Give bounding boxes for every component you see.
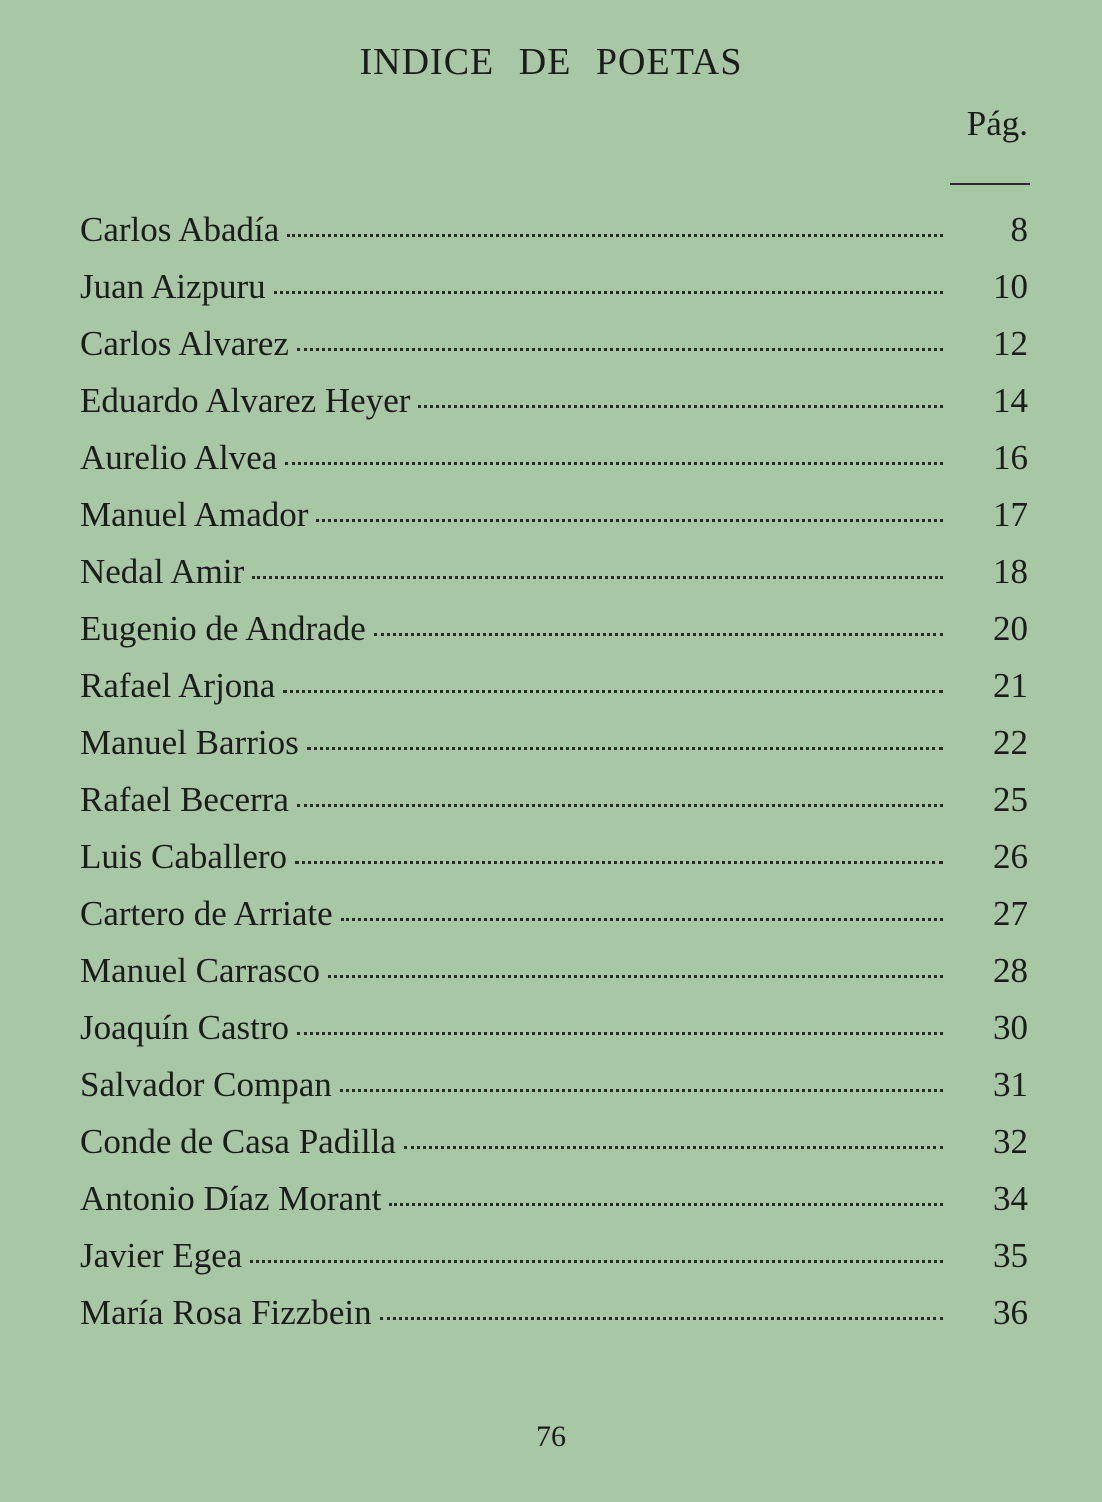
index-entry	[80, 324, 1028, 381]
poet-name: Rafael Becerra	[80, 780, 289, 819]
index-entry	[80, 1293, 1028, 1350]
entry-page-number: 27	[993, 894, 1028, 933]
entry-page-number: 17	[993, 495, 1028, 534]
index-entry	[80, 666, 1028, 723]
entry-page-number: 14	[993, 381, 1028, 420]
poet-name: Rafael Arjona	[80, 666, 276, 705]
dot-leader	[374, 625, 943, 636]
dot-leader	[341, 910, 943, 921]
index-entry	[80, 210, 1028, 267]
dot-leader	[297, 340, 943, 351]
dot-leader	[389, 1195, 943, 1206]
entry-page-number: 8	[1010, 210, 1028, 249]
dot-leader	[295, 853, 943, 864]
dot-leader	[297, 796, 943, 807]
entry-page-number: 32	[993, 1122, 1028, 1161]
entry-page-number: 10	[993, 267, 1028, 306]
index-entry	[80, 1179, 1028, 1236]
page-column-rule	[950, 183, 1030, 185]
poet-name: Salvador Compan	[80, 1065, 332, 1104]
poet-name: Eugenio de Andrade	[80, 609, 366, 648]
index-title: INDICE DE POETAS	[359, 41, 743, 83]
dot-leader	[418, 397, 943, 408]
poet-name: Manuel Barrios	[80, 723, 299, 762]
poet-name: Joaquín Castro	[80, 1008, 290, 1047]
entry-page-number: 26	[993, 837, 1028, 876]
entry-page-number: 30	[993, 1008, 1028, 1047]
entry-page-number: 28	[993, 951, 1028, 990]
dot-leader	[380, 1309, 943, 1320]
poet-name: Antonio Díaz Morant	[80, 1179, 382, 1218]
entry-page-number: 21	[993, 666, 1028, 705]
dot-leader	[250, 1252, 943, 1263]
index-entry	[80, 609, 1028, 666]
poet-name: María Rosa Fizzbein	[80, 1293, 372, 1332]
poet-name: Carlos Alvarez	[80, 324, 289, 363]
poet-name: Aurelio Alvea	[80, 438, 278, 477]
index-entry	[80, 1008, 1028, 1065]
index-entry	[80, 894, 1028, 951]
index-entry	[80, 267, 1028, 324]
poet-name: Juan Aizpuru	[80, 267, 266, 306]
index-entry	[80, 837, 1028, 894]
poet-name: Eduardo Alvarez Heyer	[80, 381, 411, 420]
dot-leader	[340, 1081, 943, 1092]
poet-index-list	[80, 210, 1028, 1350]
dot-leader	[316, 511, 943, 522]
dot-leader	[328, 967, 943, 978]
poet-name: Nedal Amir	[80, 552, 245, 591]
poet-name: Manuel Carrasco	[80, 951, 321, 990]
index-entry	[80, 381, 1028, 438]
dot-leader	[404, 1138, 943, 1149]
dot-leader	[297, 1024, 943, 1035]
entry-page-number: 34	[993, 1179, 1028, 1218]
dot-leader	[287, 226, 943, 237]
index-entry	[80, 723, 1028, 780]
index-entry	[80, 438, 1028, 495]
dot-leader	[307, 739, 943, 750]
entry-page-number: 25	[993, 780, 1028, 819]
poet-name: Carlos Abadía	[80, 210, 280, 249]
page-number: 76	[536, 1420, 566, 1453]
entry-page-number: 12	[993, 324, 1028, 363]
index-entry	[80, 1065, 1028, 1122]
index-entry	[80, 552, 1028, 609]
entry-page-number: 22	[993, 723, 1028, 762]
dot-leader	[285, 454, 943, 465]
poet-name: Manuel Amador	[80, 495, 309, 534]
index-entry	[80, 495, 1028, 552]
entry-page-number: 20	[993, 609, 1028, 648]
entry-page-number: 16	[993, 438, 1028, 477]
entry-page-number: 36	[993, 1293, 1028, 1332]
dot-leader	[274, 283, 943, 294]
entry-page-number: 18	[993, 552, 1028, 591]
poet-name: Javier Egea	[80, 1236, 243, 1275]
poet-name: Conde de Casa Padilla	[80, 1122, 396, 1161]
dot-leader	[283, 682, 943, 693]
poet-name: Cartero de Arriate	[80, 894, 333, 933]
dot-leader	[252, 568, 943, 579]
index-entry	[80, 1236, 1028, 1293]
page-column-label: Pág.	[966, 104, 1028, 143]
poet-name: Luis Caballero	[80, 837, 288, 876]
index-entry	[80, 780, 1028, 837]
index-entry	[80, 951, 1028, 1008]
entry-page-number: 35	[993, 1236, 1028, 1275]
entry-page-number: 31	[993, 1065, 1028, 1104]
index-entry	[80, 1122, 1028, 1179]
